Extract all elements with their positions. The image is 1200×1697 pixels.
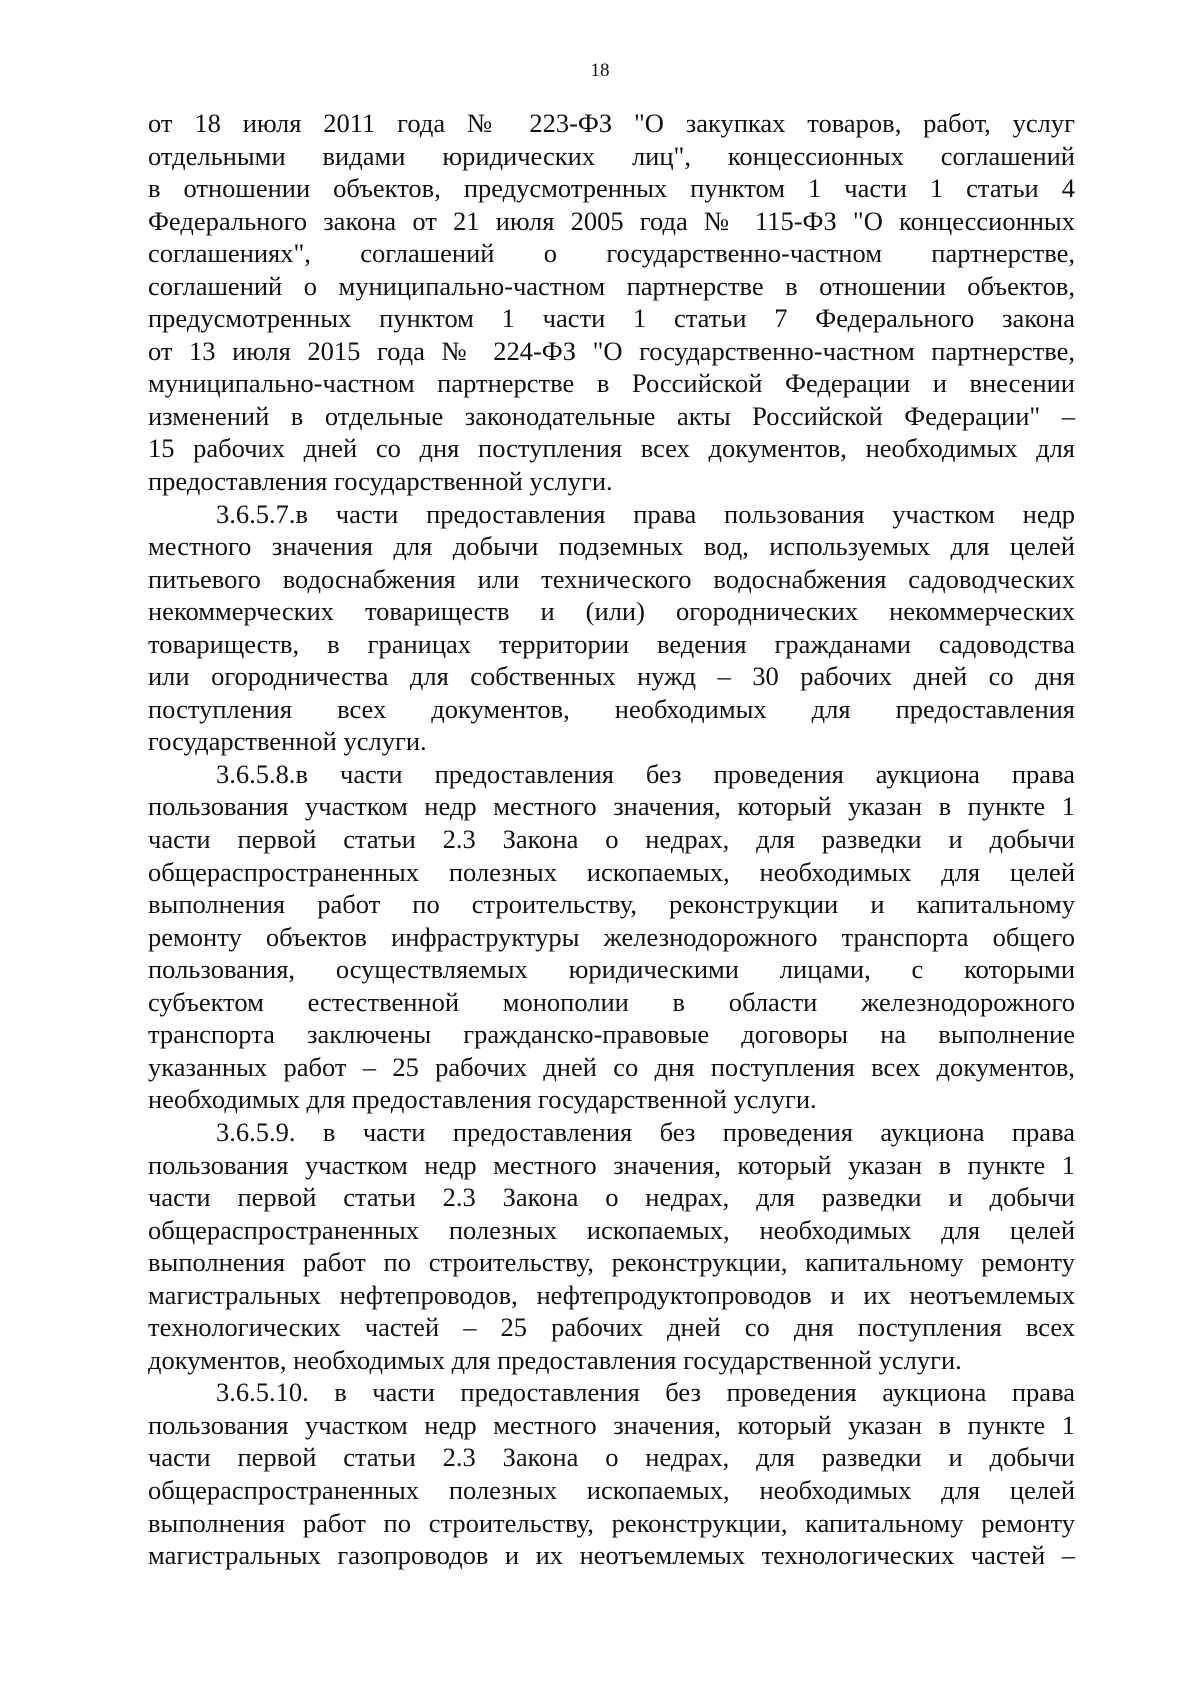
text-line: части первой статьи 2.3 Закона о недрах, для разведки и добычи bbox=[148, 1442, 1075, 1473]
text-line: в отношении объектов, предусмотренных пунктом 1 части 1 статьи 4 bbox=[148, 173, 1075, 204]
paragraph-first-line: 3.6.5.7.в части предоставления права пользования участком недр bbox=[216, 498, 1075, 529]
text-line: документов, необходимых для предоставления государственной услуги. bbox=[148, 1344, 962, 1375]
text-line: пользования, осуществляемых юридическими лицами, с которыми bbox=[148, 954, 1075, 985]
text-line: от 13 июля 2015 года № 224-ФЗ "О государственно-частном партнерстве, bbox=[148, 335, 1075, 366]
text-line: общераспространенных полезных ископаемых, необходимых для целей bbox=[148, 1214, 1075, 1245]
text-line: пользования участком недр местного значения, который указан в пункте 1 bbox=[148, 791, 1075, 822]
page-number: 18 bbox=[590, 60, 610, 81]
text-line: части первой статьи 2.3 Закона о недрах, для разведки и добычи bbox=[148, 824, 1075, 855]
text-line: товариществ, в границах территории ведения гражданами садоводства bbox=[148, 628, 1075, 659]
text-line: Федерального закона от 21 июля 2005 года № 115-ФЗ "О концессионных bbox=[148, 205, 1075, 236]
text-line: отдельными видами юридических лиц", концессионных соглашений bbox=[148, 140, 1075, 171]
text-line: или огородничества для собственных нужд – 30 рабочих дней со дня bbox=[148, 661, 1075, 692]
text-line: поступления всех документов, необходимых для предоставления bbox=[148, 693, 1075, 724]
text-line: указанных работ – 25 рабочих дней со дня поступления всех документов, bbox=[148, 1051, 1075, 1082]
text-line: магистральных нефтепроводов, нефтепродуктопроводов и их неотъемлемых bbox=[148, 1279, 1075, 1310]
text-line: 15 рабочих дней со дня поступления всех документов, необходимых для bbox=[148, 433, 1075, 464]
text-line: пользования участком недр местного значения, который указан в пункте 1 bbox=[148, 1149, 1075, 1180]
paragraph-first-line: 3.6.5.8.в части предоставления без проведения аукциона права bbox=[216, 758, 1075, 789]
text-line: от 18 июля 2011 года № 223-ФЗ "О закупках товаров, работ, услуг bbox=[148, 108, 1075, 138]
text-line: необходимых для предоставления государственной услуги. bbox=[148, 1084, 817, 1115]
paragraph-first-line: 3.6.5.9. в части предоставления без проведения аукциона права bbox=[216, 1116, 1075, 1147]
text-line: муниципально-частном партнерстве в Российской Федерации и внесении bbox=[148, 368, 1075, 399]
text-line: транспорта заключены гражданско-правовые договоры на выполнение bbox=[148, 1019, 1075, 1050]
text-line: пользования участком недр местного значения, который указан в пункте 1 bbox=[148, 1409, 1075, 1440]
text-line: предусмотренных пунктом 1 части 1 статьи 7 Федерального закона bbox=[148, 303, 1075, 334]
text-line: предоставления государственной услуги. bbox=[148, 466, 613, 497]
text-line: общераспространенных полезных ископаемых, необходимых для целей bbox=[148, 1474, 1075, 1505]
text-line: соглашениях", соглашений о государственно-частном партнерстве, bbox=[148, 238, 1075, 269]
text-line: некоммерческих товариществ и (или) огороднических некоммерческих bbox=[148, 596, 1075, 627]
text-line: изменений в отдельные законодательные акты Российской Федерации" – bbox=[148, 400, 1075, 431]
document-body bbox=[148, 107, 1075, 1572]
text-line: местного значения для добычи подземных вод, используемых для целей bbox=[148, 531, 1075, 562]
text-line: соглашений о муниципально-частном партнерстве в отношении объектов, bbox=[148, 270, 1075, 301]
text-line: субъектом естественной монополии в области железнодорожного bbox=[148, 986, 1075, 1017]
text-line: государственной услуги. bbox=[148, 726, 427, 757]
paragraph-first-line: 3.6.5.10. в части предоставления без проведения аукциона права bbox=[216, 1377, 1075, 1408]
text-line: ремонту объектов инфраструктуры железнодорожного транспорта общего bbox=[148, 921, 1075, 952]
text-line: выполнения работ по строительству, реконструкции и капитальному bbox=[148, 889, 1075, 920]
text-line: выполнения работ по строительству, реконструкции, капитальному ремонту bbox=[148, 1507, 1075, 1538]
text-line: выполнения работ по строительству, реконструкции, капитальному ремонту bbox=[148, 1247, 1075, 1278]
text-line: питьевого водоснабжения или технического водоснабжения садоводческих bbox=[148, 563, 1075, 594]
text-line: общераспространенных полезных ископаемых, необходимых для целей bbox=[148, 856, 1075, 887]
text-line: технологических частей – 25 рабочих дней со дня поступления всех bbox=[148, 1312, 1075, 1343]
text-line: магистральных газопроводов и их неотъемлемых технологических частей – bbox=[148, 1540, 1075, 1571]
text-line: части первой статьи 2.3 Закона о недрах, для разведки и добычи bbox=[148, 1182, 1075, 1213]
